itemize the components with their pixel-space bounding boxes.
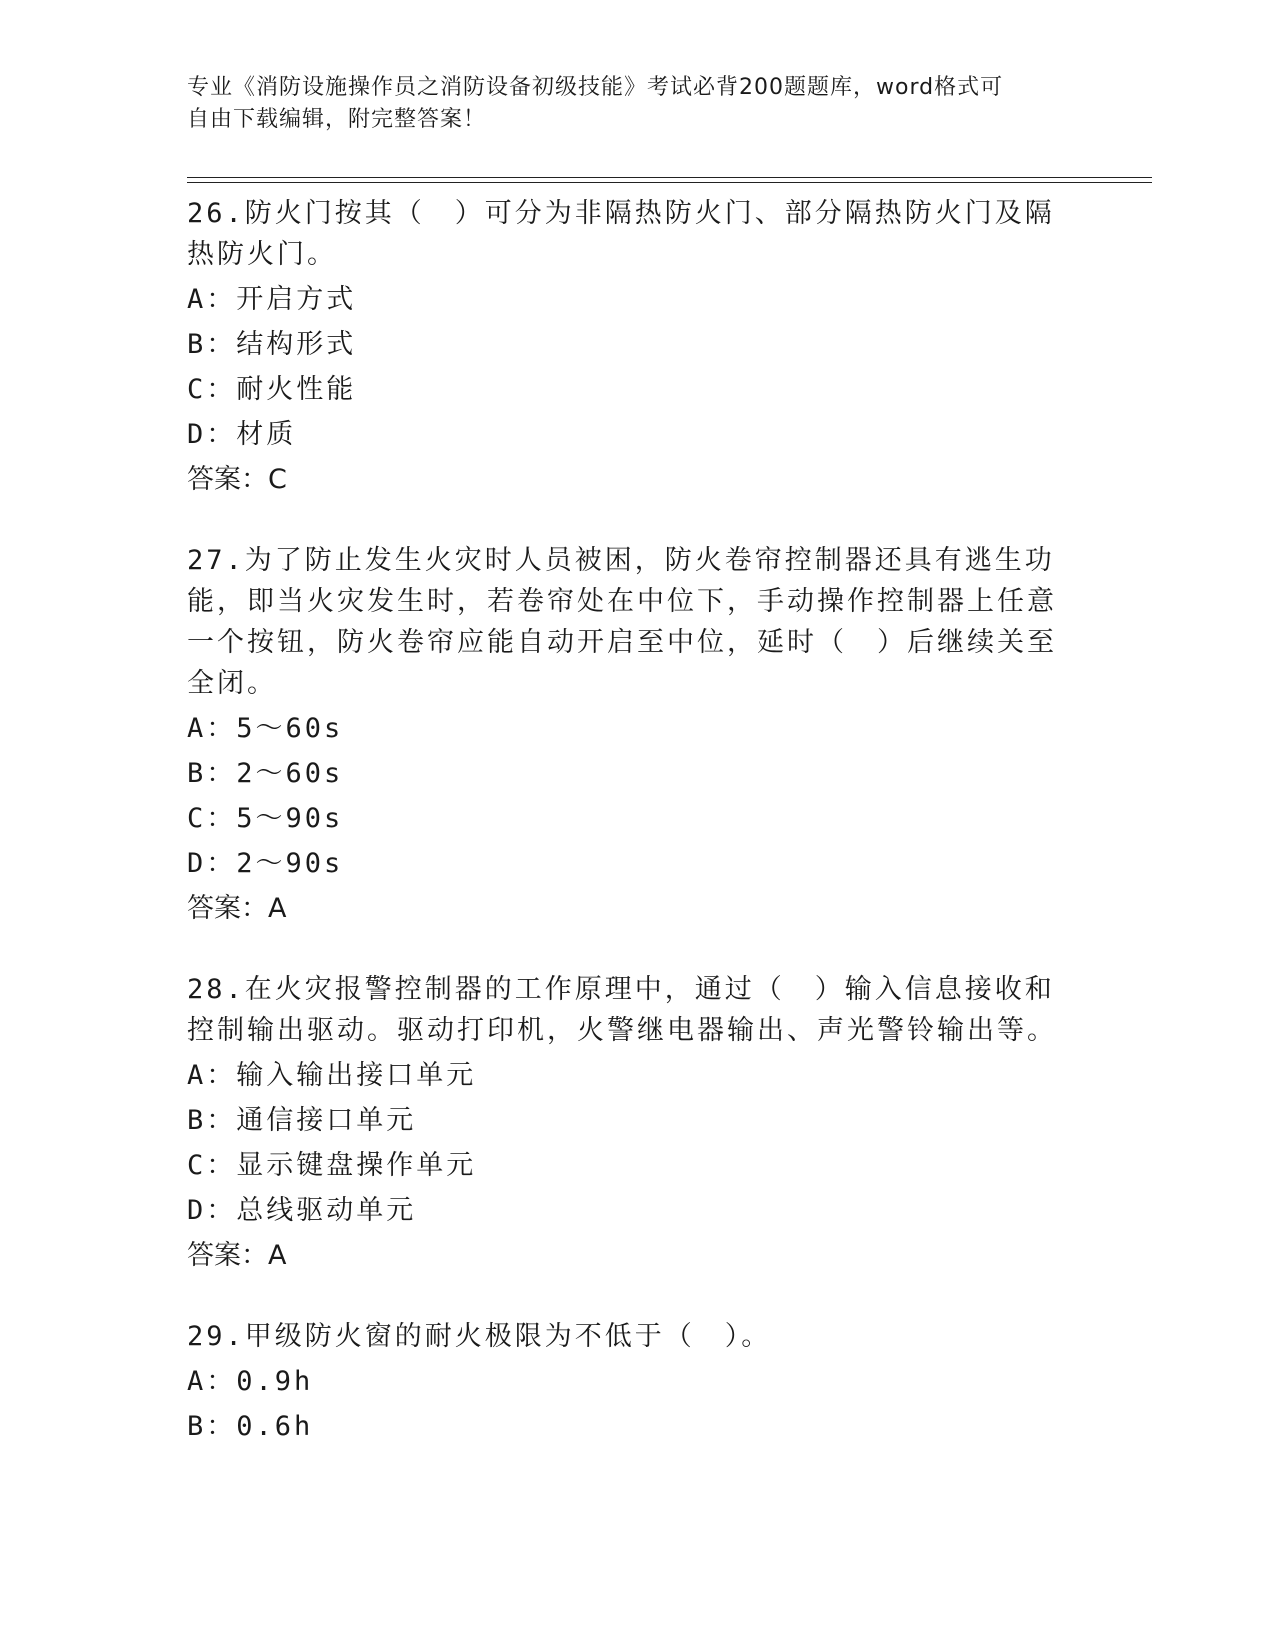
option-text: 输入输出接口单元 xyxy=(236,1060,477,1091)
option-text: 0.6h xyxy=(236,1411,314,1442)
option-letter: D： xyxy=(187,848,237,879)
answer-label: 答案： xyxy=(187,464,268,495)
option-text: 2～60s xyxy=(236,758,344,789)
option-letter: A： xyxy=(187,284,237,315)
question-list xyxy=(187,193,1087,1486)
option-a xyxy=(187,277,1087,322)
header-divider-top xyxy=(187,177,1152,178)
header-title-line-2: 自由下载编辑，附完整答案！ xyxy=(187,107,487,132)
option-text: 2～90s xyxy=(236,848,344,879)
option-letter: C： xyxy=(187,374,237,405)
answer-label: 答案： xyxy=(187,893,268,924)
option-text: 5～60s xyxy=(236,713,344,744)
option-c xyxy=(187,796,1087,841)
option-d xyxy=(187,1188,1087,1233)
question-item xyxy=(187,193,1087,503)
answer-label: 答案： xyxy=(187,1240,268,1271)
header-title-line-1: 专业《消防设施操作员之消防设备初级技能》考试必背200题题库，word格式可 xyxy=(187,75,1004,100)
option-text: 结构形式 xyxy=(236,329,357,360)
option-d xyxy=(187,841,1087,886)
option-c xyxy=(187,367,1087,412)
option-text: 耐火性能 xyxy=(236,374,357,405)
question-stem: 29.甲级防火窗的耐火极限为不低于（ ）。 xyxy=(187,1321,772,1352)
option-text: 总线驱动单元 xyxy=(236,1195,417,1226)
option-c xyxy=(187,1143,1087,1188)
option-letter: D： xyxy=(187,419,237,450)
question-stem: 27.为了防止发生火灾时人员被困，防火卷帘控制器还具有逃生功能，即当火灾发生时，若卷帘处在中位下，手动操作控制器上任意一个按钮，防火卷帘应能自动开启至中位，延时（ ）后继续关至全闭。 xyxy=(187,545,1057,699)
question-stem: 26.防火门按其（ ）可分为非隔热防火门、部分隔热防火门及隔热防火门。 xyxy=(187,198,1055,270)
question-stem: 28.在火灾报警控制器的工作原理中，通过（ ）输入信息接收和控制输出驱动。驱动打印机，火警继电器输出、声光警铃输出等。 xyxy=(187,974,1057,1046)
header-divider-bottom xyxy=(187,182,1152,183)
option-d xyxy=(187,412,1087,457)
option-letter: A： xyxy=(187,713,237,744)
question-item xyxy=(187,540,1087,932)
option-a xyxy=(187,706,1087,751)
option-letter: B： xyxy=(187,1411,237,1442)
option-letter: C： xyxy=(187,1150,237,1181)
option-letter: A： xyxy=(187,1366,237,1397)
option-b xyxy=(187,751,1087,796)
question-item xyxy=(187,969,1087,1279)
option-text: 5～90s xyxy=(236,803,344,834)
option-a xyxy=(187,1359,1087,1404)
option-text: 开启方式 xyxy=(236,284,357,315)
question-item xyxy=(187,1316,1087,1449)
option-b xyxy=(187,1404,1087,1449)
answer-value: A xyxy=(268,893,287,924)
option-letter: B： xyxy=(187,758,237,789)
option-b xyxy=(187,1098,1087,1143)
option-b xyxy=(187,322,1087,367)
option-text: 材质 xyxy=(236,419,297,450)
answer-value: C xyxy=(268,464,287,495)
answer-line xyxy=(187,457,1087,503)
option-text: 显示键盘操作单元 xyxy=(236,1150,477,1181)
answer-line xyxy=(187,886,1087,932)
answer-line xyxy=(187,1233,1087,1279)
option-letter: B： xyxy=(187,329,237,360)
option-a xyxy=(187,1053,1087,1098)
option-letter: D： xyxy=(187,1195,237,1226)
option-letter: A： xyxy=(187,1060,237,1091)
option-text: 通信接口单元 xyxy=(236,1105,417,1136)
option-letter: C： xyxy=(187,803,237,834)
option-text: 0.9h xyxy=(236,1366,314,1397)
document-header xyxy=(187,72,1067,136)
answer-value: A xyxy=(268,1240,287,1271)
option-letter: B： xyxy=(187,1105,237,1136)
